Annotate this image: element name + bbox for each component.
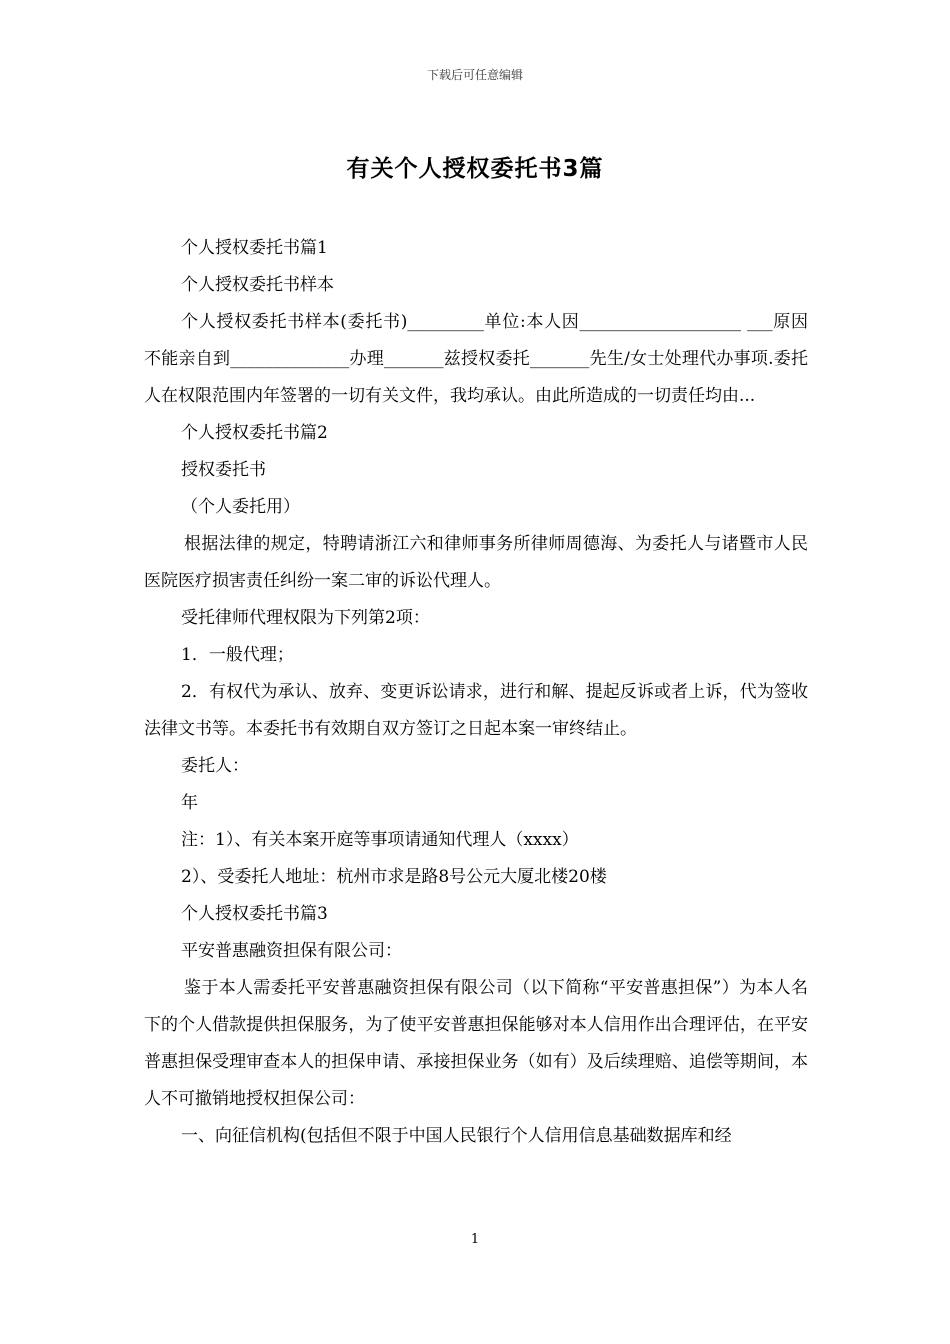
paragraph: 一、向征信机构(包括但不限于中国人民银行个人信用信息基础数据库和经 [181, 1126, 732, 1146]
list-item: 2．有权代为承认、放弃、变更诉讼请求，进行和解、提起反诉或者上诉，代为签收法律文书等。本委托书有效期自双方签订之日起本案一审终结止。 [144, 682, 808, 739]
header-note: 下载后可任意编辑 [426, 68, 523, 82]
paragraph: 鉴于本人需委托平安普惠融资担保有限公司（以下简称“平安普惠担保”）为本人名下的个人借款提供担保服务，为了使平安普惠担保能够对本人信用作出合理评估，在平安普惠担保受理审查本人的担保申请、承接担保业务（如有）及后续理赔、追偿等期间，本人不可撤销地授权担保公司： [144, 978, 808, 1109]
paragraph: 年 [181, 793, 198, 813]
note-line: 注：1）、有关本案开庭等事项请通知代理人（xxxx） [181, 830, 579, 850]
section-heading-3: 个人授权委托书篇3 [181, 904, 328, 924]
page-number: 1 [470, 1232, 480, 1247]
paragraph: 委托人： [181, 756, 249, 776]
note-line: 2）、受委托人地址：杭州市求是路8号公元大厦北楼20楼 [181, 867, 607, 887]
paragraph: （个人委托用） [181, 497, 300, 517]
paragraph: 授权委托书 [181, 460, 266, 480]
paragraph: 根据法律的规定，特聘请浙江六和律师事务所律师周德海、为委托人与诸暨市人民医院医疗损害责任纠纷一案二审的诉讼代理人。 [144, 534, 808, 591]
paragraph: 个人授权委托书样本(委托书)_________单位:本人因___________________ ___原因不能亲自到______________办理_______兹授权委托_______先生/女士处理代办事项.委托人在权限范围内年签署的一切有关文件，我均承认。由此所造成的一切责任均由... [144, 312, 808, 406]
section-heading-2: 个人授权委托书篇2 [181, 423, 328, 443]
paragraph: 平安普惠融资担保有限公司： [181, 941, 402, 961]
paragraph: 个人授权委托书样本 [181, 275, 334, 295]
section-heading-1: 个人授权委托书篇1 [181, 238, 328, 258]
list-item: 1．一般代理； [181, 645, 294, 665]
document-title: 有关个人授权委托书3篇 [346, 156, 604, 182]
paragraph: 受托律师代理权限为下列第2项： [181, 608, 430, 628]
document-body [144, 230, 808, 1155]
